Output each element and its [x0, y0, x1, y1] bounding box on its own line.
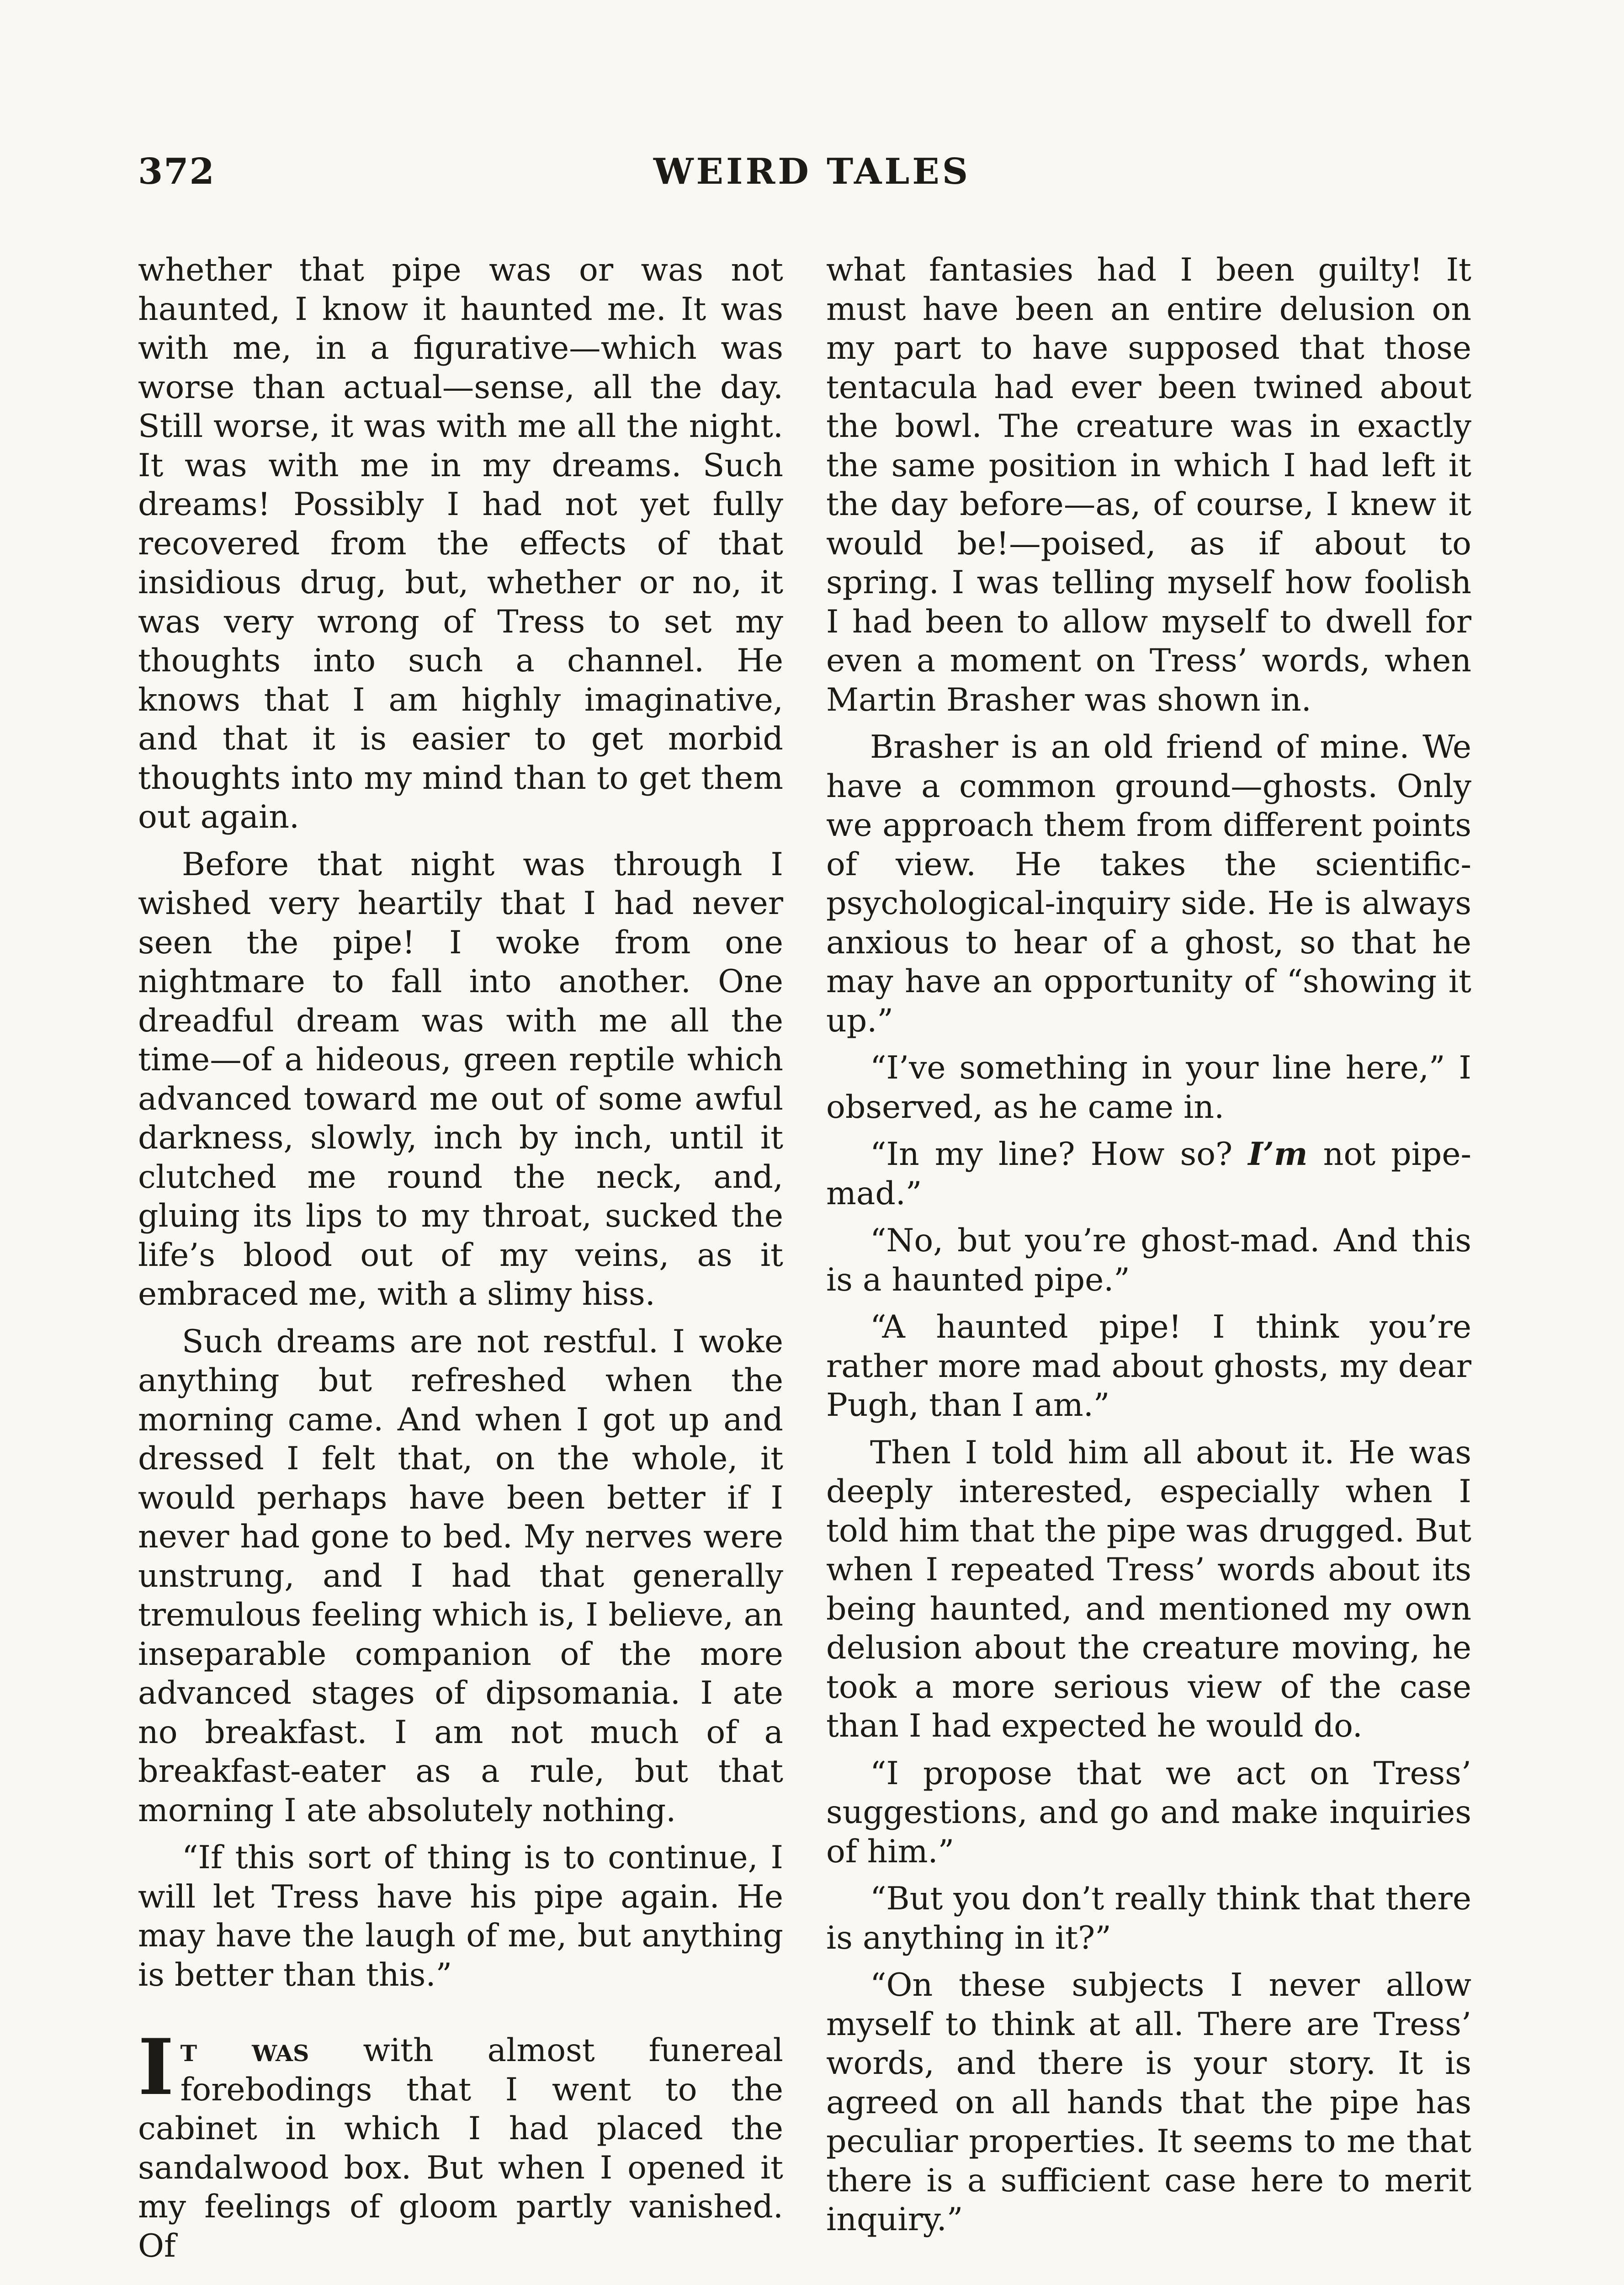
- paragraph: “On these subjects I never allow myself to think at all. There are Tress’ words, and there is your story. It is agreed on all hands that the pipe has peculiar properties. It seems to me that there is a sufficient case here to merit inquiry.”: [826, 1966, 1471, 2238]
- paragraph: Such dreams are not restful. I woke anything but refreshed when the morning came. And when I got up and dressed I felt that, on the whole, it would perhaps have been better if I never had gone to bed. My nerves were unstrung, and I had that generally tremulous feeling which is, I believe, an inseparable companion of the more advanced stages of dipsomania. I ate no breakfast. I am not much of a breakfast-eater as a rule, but that morning I ate absolutely nothing.: [138, 1323, 783, 1829]
- right-column: [826, 250, 1471, 2248]
- paragraph: “I’ve something in your line here,” I observed, as he came in.: [826, 1049, 1471, 1126]
- paragraph: [826, 1135, 1471, 1213]
- running-title: WEIRD TALES: [653, 151, 971, 192]
- paragraph-text: not pipe-mad.”: [826, 1136, 1471, 1212]
- paragraph: Brasher is an old friend of mine. We have a common ground—ghosts. Only we approach them from different points of view. He takes the scientific-psychological-inquiry side. He is always anxious to hear of a ghost, so that he may have an opportunity of “showing it up.”: [826, 728, 1471, 1039]
- drop-cap: I: [138, 2022, 174, 2112]
- paragraph: “I propose that we act on Tress’ suggestions, and go and make inquiries of him.”: [826, 1754, 1471, 1870]
- section-start-paragraph: [138, 2022, 784, 2265]
- paragraph: “If this sort of thing is to continue, I will let Tress have his pipe again. He may have the laugh of me, but anything is better than this.”: [138, 1839, 783, 1993]
- paragraph: “No, but you’re ghost-mad. And this is a haunted pipe.”: [826, 1222, 1471, 1298]
- left-column: [138, 250, 783, 2274]
- paragraph: what fantasies had I been guilty! It must have been an entire delusion on my part to have supposed that those tentacula had ever been twined about the bowl. The creature was in exactly the same position in which I had left it the day before—as, of course, I knew it would be!—poised, as if about to spring. I was telling myself how foolish I had been to allow myself to dwell for even a moment on Tress’ words, when Martin Brasher was shown in.: [826, 251, 1471, 718]
- paragraph: whether that pipe was or was not haunted, I know it haunted me. It was with me, in a figurative—which was worse than actual—sense, all the day. Still worse, it was with me all the night. It was with me in my dreams. Such dreams! Possibly I had not yet fully recovered from the effects of that insidious drug, but, whether or no, it was very wrong of Tress to set my thoughts into such a channel. He knows that I am highly imaginative, and that it is easier to get morbid thoughts into my mind than to get them out again.: [138, 251, 783, 835]
- emphasis: I’m: [1248, 1136, 1308, 1173]
- paragraph: “But you don’t really think that there is anything in it?”: [826, 1880, 1471, 1956]
- small-caps-lead: t was: [180, 2032, 309, 2069]
- paragraph: “A haunted pipe! I think you’re rather more mad about ghosts, my dear Pugh, than I am.”: [826, 1308, 1471, 1424]
- paragraph: Before that night was through I wished very heartily that I had never seen the pipe! I woke from one nightmare to fall into another. One dreadful dream was with me all the time—of a hideous, green reptile which advanced toward me out of some awful darkness, slowly, inch by inch, until it clutched me round the neck, and, gluing its lips to my throat, sucked the life’s blood out of my veins, as it embraced me, with a slimy hiss.: [138, 845, 783, 1313]
- paragraph: Then I told him all about it. He was deeply interested, especially when I told him that the pipe was drugged. But when I repeated Tress’ words about its being haunted, and mentioned my own delusion about the creature moving, he took a more serious view of the case than I had expected he would do.: [826, 1434, 1471, 1744]
- paragraph-text: “In my line? How so?: [870, 1136, 1248, 1173]
- paragraph-text: with almost funereal forebodings that I went to the cabinet in which I had placed the sandalwood box. But when I opened it my feelings of gloom partly vanished. Of: [138, 2032, 784, 2264]
- page-number: 372: [138, 151, 215, 192]
- page-header: [138, 151, 1486, 201]
